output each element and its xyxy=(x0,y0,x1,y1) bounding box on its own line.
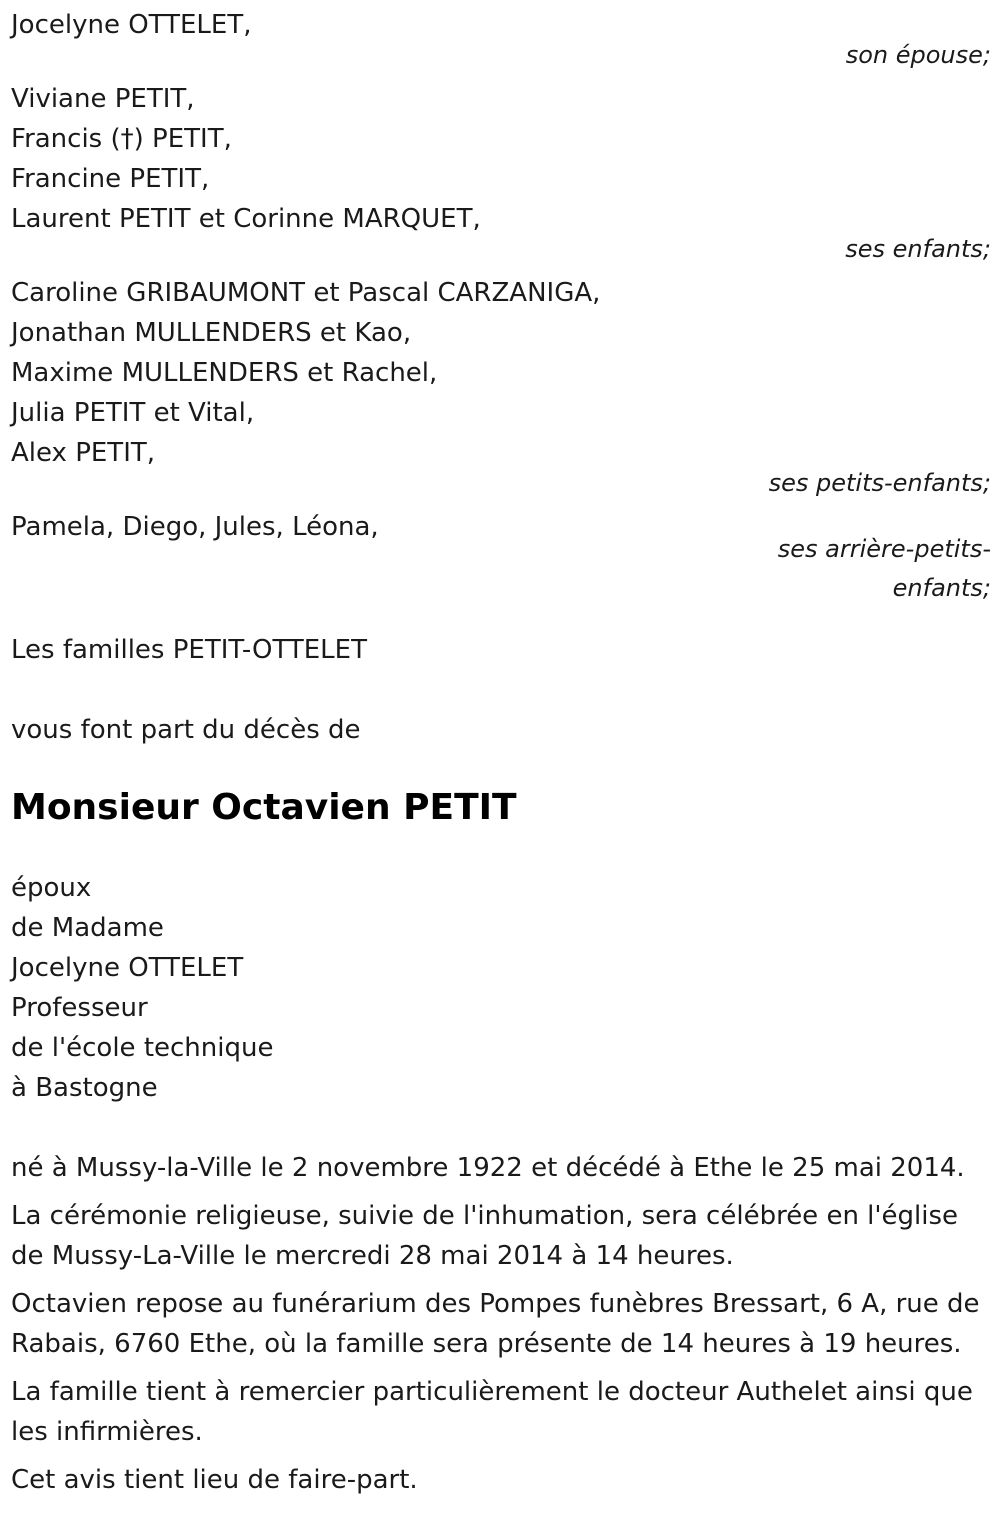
great-grandchildren-role-line2: enfants; xyxy=(892,574,991,602)
child-name: Viviane PETIT, xyxy=(11,84,195,114)
grandchild-name: Julia PETIT et Vital, xyxy=(11,398,255,428)
great-grandchildren-role-line1: ses arrière-petits- xyxy=(777,535,991,563)
funeral-home-paragraph: Octavien repose au funérarium des Pompes funèbres Bressart, 6 A, rue de Rabais, 6760 Ethe, où la famille sera présente de 14 heures à 19 heures. xyxy=(11,1289,980,1359)
detail-line: de Madame xyxy=(11,913,164,943)
families-line: Les familles PETIT-OTTELET xyxy=(11,635,367,665)
grandchildren-group xyxy=(11,273,991,503)
deceased-name: Monsieur Octavien PETIT xyxy=(11,787,517,828)
great-grandchild-names: Pamela, Diego, Jules, Léona, xyxy=(11,512,379,542)
children-role: ses enfants; xyxy=(845,235,991,263)
grandchildren-role: ses petits-enfants; xyxy=(768,469,991,497)
announcement-line: vous font part du décès de xyxy=(11,715,361,745)
children-group xyxy=(11,79,991,269)
grandchild-name: Caroline GRIBAUMONT et Pascal CARZANIGA, xyxy=(11,278,601,308)
great-grandchildren-group xyxy=(11,507,991,608)
detail-line: de l'école technique xyxy=(11,1033,274,1063)
deceased-details xyxy=(11,868,991,1108)
child-name: Laurent PETIT et Corinne MARQUET, xyxy=(11,204,481,234)
spouse-group xyxy=(11,5,991,75)
closing-paragraph: Cet avis tient lieu de faire-part. xyxy=(11,1465,418,1495)
grandchild-name: Jonathan MULLENDERS et Kao, xyxy=(11,318,412,348)
detail-line: Jocelyne OTTELET xyxy=(11,953,244,983)
ceremony-paragraph: La cérémonie religieuse, suivie de l'inhumation, sera célébrée en l'église de Mussy-La-Ville le mercredi 28 mai 2014 à 14 heures. xyxy=(11,1201,959,1271)
detail-line: à Bastogne xyxy=(11,1073,158,1103)
detail-line: époux xyxy=(11,873,92,903)
grandchild-name: Alex PETIT, xyxy=(11,438,156,468)
detail-line: Professeur xyxy=(11,993,148,1023)
spouse-role: son épouse; xyxy=(845,41,991,69)
obituary-notice xyxy=(11,5,991,1508)
birth-death-paragraph: né à Mussy-la-Ville le 2 novembre 1922 et décédé à Ethe le 25 mai 2014. xyxy=(11,1153,965,1183)
thanks-paragraph: La famille tient à remercier particulièrement le docteur Authelet ainsi que les infirmières. xyxy=(11,1377,973,1447)
grandchild-name: Maxime MULLENDERS et Rachel, xyxy=(11,358,438,388)
child-name: Francine PETIT, xyxy=(11,164,210,194)
spouse-name: Jocelyne OTTELET, xyxy=(11,10,252,40)
child-name: Francis (†) PETIT, xyxy=(11,124,232,154)
